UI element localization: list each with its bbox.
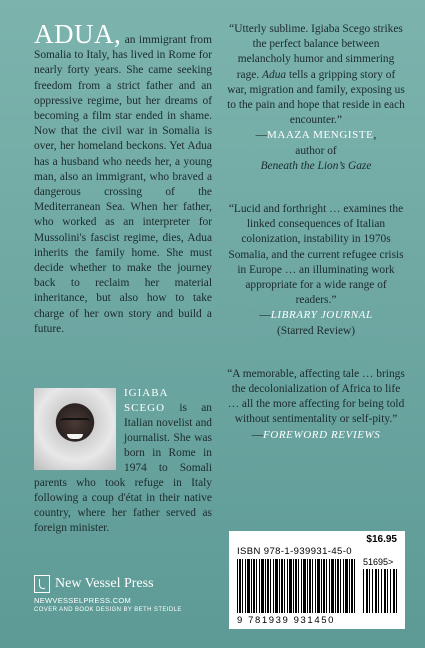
smile-icon (67, 434, 83, 439)
quote-attribution-sub: author of Beneath the Lion’s Gaze (260, 144, 372, 172)
publisher-name: New Vessel Press (55, 576, 154, 591)
design-credit: COVER AND BOOK DESIGN BY BETH STEIDLE (34, 607, 182, 613)
quote-attribution: —MAAZA MENGISTE, (255, 129, 377, 142)
review-quote: “Utterly sublime. Igiaba Scego strikes the perfect balance between melancholy humor and simmering rage. Adua tells a gripping story of war, migration and family, exposing us to the pain and hope that reside in each encounter.” —MAAZA MENGISTE, author of Beneath the Lion’s Gaze (226, 22, 406, 174)
isbn-label: ISBN 978-1-939931-45-0 (237, 546, 352, 557)
glasses-icon (60, 418, 90, 428)
author-bio-block (34, 386, 212, 536)
review-quote: “Lucid and forthright … examines the linked consequences of Italian colonization, instability in 1970s Somalia, and the current refugee crisis in Europe … an illuminating work appropriate for a wide range of readers.” —LIBRARY JOURNAL (Starred Review) (226, 202, 406, 339)
book-description (34, 19, 212, 337)
barcode-panel (229, 531, 405, 629)
barcode-icon (237, 559, 355, 613)
price-label: $16.95 (366, 534, 397, 545)
barcode-addon-digits: 51695> (363, 557, 394, 567)
review-quote: “A memorable, affecting tale … brings the decolonialization of Africa to life … all the more affecting for being told without sentimentality or self-pity.” —FOREWORD REVIEWS (226, 367, 406, 443)
author-bio-text: is an Italian novelist and journalist. She was born in Rome in 1974 to Somali parents who took refuge in Italy following a coup d'état in their native country, where her father served as foreign minister. (34, 402, 212, 534)
addon-barcode-icon (363, 569, 397, 613)
blurb-title-word: ADUA, (34, 19, 122, 49)
blurb-paragraph (34, 19, 212, 337)
author-photo (34, 388, 116, 470)
author-name: IGIABA SCEGO (124, 387, 169, 414)
blurb-text: an immigrant from Somalia to Italy, has lived in Rome for nearly forty years. She came seeking freedom from a strict father and an oppressive regime, but her dreams of becoming a film star ended in shame. Now that the civil war in Somalia is over, her homeland beckons. Yet Adua has a husband who needs her, a young man, also an immigrant, who braved a dangerous crossing of the Mediterranean Sea. When her father, who worked as an interpreter for Mussolini's fascist regime, dies, Adua inherits the family home. She must decide whether to make the journey back to reclaim her material inheritance, but also how to take charge of her own story and build a future. (34, 34, 212, 335)
publisher-url: NEWVESSELPRESS.COM (34, 596, 132, 605)
quote-attribution: —FOREWORD REVIEWS (251, 428, 381, 441)
quote-attribution-sub: (Starred Review) (276, 324, 356, 337)
barcode-digits: 9 781939 931450 (237, 615, 335, 626)
quote-attribution: —LIBRARY JOURNAL (259, 309, 373, 322)
publisher-block (34, 575, 204, 613)
vessel-logo-icon (34, 575, 50, 593)
review-quotes (226, 22, 406, 471)
